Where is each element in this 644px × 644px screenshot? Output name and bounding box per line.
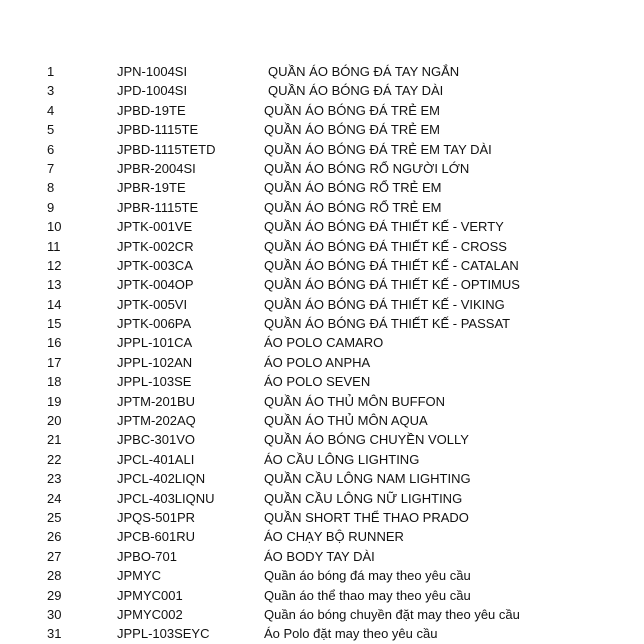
row-number: 1 — [47, 64, 55, 79]
product-code: JPD-1004SI — [117, 83, 188, 99]
product-name: ÁO POLO CAMARO — [264, 335, 384, 351]
product-name: ÁO CHẠY BỘ RUNNER — [264, 529, 404, 545]
row-number: 22 — [47, 451, 62, 467]
product-name: QUẦN ÁO THỦ MÔN BUFFON — [264, 393, 446, 409]
row-number: 6 — [47, 141, 55, 157]
product-name: QUẦN ÁO BÓNG ĐÁ THIẾT KẾ - CROSS — [264, 238, 507, 254]
product-code: JPBD-1115TETD — [117, 141, 216, 157]
product-code: JPMYC001 — [117, 587, 183, 603]
table-row — [0, 430, 644, 449]
product-name: QUẦN ÁO BÓNG RỔ NGƯỜI LỚN — [264, 160, 470, 176]
product-name: QUẦN CẦU LÔNG NỮ LIGHTING — [264, 490, 463, 506]
product-name: ÁO POLO SEVEN — [264, 374, 371, 390]
table-row — [0, 489, 644, 508]
table-row — [0, 372, 644, 391]
row-number: 31 — [47, 626, 62, 642]
product-name: ÁO BODY TAY DÀI — [264, 548, 375, 564]
row-number: 21 — [47, 432, 62, 448]
product-code: JPBR-19TE — [117, 180, 186, 196]
product-code: JPCL-402LIQN — [117, 471, 206, 487]
product-code: JPBO-701 — [117, 548, 177, 564]
row-number: 8 — [47, 180, 55, 196]
row-number: 9 — [47, 199, 55, 215]
product-code: JPPL-102AN — [117, 354, 193, 370]
product-list-sheet — [0, 62, 644, 644]
product-code: JPTK-003CA — [117, 257, 193, 273]
table-row — [0, 237, 644, 256]
row-number: 20 — [47, 413, 62, 429]
row-number: 25 — [47, 509, 62, 525]
product-code: JPBR-1115TE — [117, 199, 199, 215]
table-row — [0, 217, 644, 236]
row-number: 11 — [47, 238, 61, 254]
row-number: 27 — [47, 548, 62, 564]
product-code: JPPL-103SE — [117, 374, 192, 390]
product-name: Quần áo thể thao may theo yêu cầu — [264, 587, 471, 603]
row-number: 10 — [47, 219, 62, 235]
table-row — [0, 392, 644, 411]
product-name: QUẦN ÁO BÓNG ĐÁ TRẺ EM TAY DÀI — [264, 141, 492, 157]
table-row — [0, 353, 644, 372]
product-code: JPCL-403LIQNU — [117, 490, 215, 506]
row-number: 13 — [47, 277, 62, 293]
table-row — [0, 140, 644, 159]
product-name: QUẦN ÁO BÓNG ĐÁ THIẾT KẾ - OPTIMUS — [264, 277, 520, 293]
product-code: JPTK-001VE — [117, 219, 193, 235]
product-name: ÁO POLO ANPHA — [264, 354, 371, 370]
row-number: 26 — [47, 529, 62, 545]
row-number: 12 — [47, 257, 62, 273]
row-number: 14 — [47, 296, 62, 312]
row-number: 5 — [47, 122, 55, 138]
product-code: JPBC-301VO — [117, 432, 196, 448]
product-name: QUẦN ÁO BÓNG ĐÁ THIẾT KẾ - VIKING — [264, 296, 505, 312]
product-name: QUẦN ÁO BÓNG ĐÁ THIẾT KẾ - CATALAN — [264, 257, 519, 273]
product-code: JPQS-501PR — [117, 509, 196, 525]
product-code: JPMYC002 — [117, 606, 183, 622]
table-row — [0, 469, 644, 488]
product-name: QUẦN ÁO BÓNG ĐÁ THIẾT KẾ - PASSAT — [264, 316, 511, 332]
row-number: 15 — [47, 316, 62, 332]
product-name: Quần áo bóng đá may theo yêu cầu — [264, 568, 471, 584]
product-code: JPBR-2004SI — [117, 160, 196, 176]
table-row — [0, 81, 644, 100]
product-name: QUẦN ÁO BÓNG RỔ TRẺ EM — [264, 199, 442, 215]
row-number: 17 — [47, 354, 62, 370]
table-row — [0, 508, 644, 527]
row-number: 3 — [47, 83, 55, 99]
product-code: JPPL-101CA — [117, 335, 193, 351]
table-row — [0, 605, 644, 624]
product-name: QUẦN CẦU LÔNG NAM LIGHTING — [264, 471, 471, 487]
product-name: QUẦN ÁO BÓNG ĐÁ TAY NGẮN — [268, 64, 460, 79]
product-name: Quần áo bóng chuyền đặt may theo yêu cầu — [264, 606, 520, 622]
product-name: QUẦN ÁO THỦ MÔN AQUA — [264, 413, 428, 429]
product-code: JPCL-401ALI — [117, 451, 195, 467]
table-row — [0, 120, 644, 139]
table-row — [0, 566, 644, 585]
table-row — [0, 275, 644, 294]
table-row — [0, 198, 644, 217]
product-name: QUẦN ÁO BÓNG ĐÁ THIẾT KẾ - VERTY — [264, 219, 504, 235]
product-name: QUẦN ÁO BÓNG ĐÁ TAY DÀI — [268, 83, 444, 99]
product-name: QUẦN ÁO BÓNG ĐÁ TRẺ EM — [264, 122, 441, 138]
product-name: QUẦN ÁO BÓNG ĐÁ TRẺ EM — [264, 102, 441, 118]
table-row — [0, 450, 644, 469]
product-code: JPTK-006PA — [117, 316, 192, 332]
row-number: 19 — [47, 393, 62, 409]
table-row — [0, 586, 644, 605]
table-row — [0, 101, 644, 120]
product-name: QUẦN ÁO BÓNG RỔ TRẺ EM — [264, 180, 442, 196]
row-number: 16 — [47, 335, 62, 351]
table-row — [0, 411, 644, 430]
table-row — [0, 159, 644, 178]
row-number: 30 — [47, 606, 62, 622]
row-number: 28 — [47, 568, 62, 584]
product-name: QUẦN ÁO BÓNG CHUYỀN VOLLY — [264, 432, 469, 448]
table-row — [0, 527, 644, 546]
table-row — [0, 333, 644, 352]
product-name: ÁO CẦU LÔNG LIGHTING — [264, 451, 420, 467]
table-row — [0, 62, 644, 81]
product-code: JPTM-202AQ — [117, 413, 196, 429]
product-code: JPCB-601RU — [117, 529, 196, 545]
product-code: JPMYC — [117, 568, 162, 584]
row-number: 23 — [47, 471, 62, 487]
table-row — [0, 314, 644, 333]
product-code: JPTK-002CR — [117, 238, 194, 254]
row-number: 4 — [47, 102, 55, 118]
product-code: JPBD-19TE — [117, 102, 186, 118]
product-code: JPN-1004SI — [117, 64, 188, 79]
table-row — [0, 547, 644, 566]
product-code: JPTM-201BU — [117, 393, 196, 409]
product-code: JPPL-103SEYC — [117, 626, 210, 642]
table-row — [0, 624, 644, 643]
table-row — [0, 295, 644, 314]
product-code: JPTK-004OP — [117, 277, 194, 293]
row-number: 24 — [47, 490, 62, 506]
product-code: JPTK-005VI — [117, 296, 188, 312]
row-number: 29 — [47, 587, 62, 603]
table-row — [0, 178, 644, 197]
product-name: Áo Polo đặt may theo yêu cầu — [264, 626, 438, 642]
table-row — [0, 256, 644, 275]
product-name: QUẦN SHORT THỂ THAO PRADO — [264, 509, 469, 525]
product-code: JPBD-1115TE — [117, 122, 199, 138]
row-number: 7 — [47, 160, 55, 176]
row-number: 18 — [47, 374, 62, 390]
